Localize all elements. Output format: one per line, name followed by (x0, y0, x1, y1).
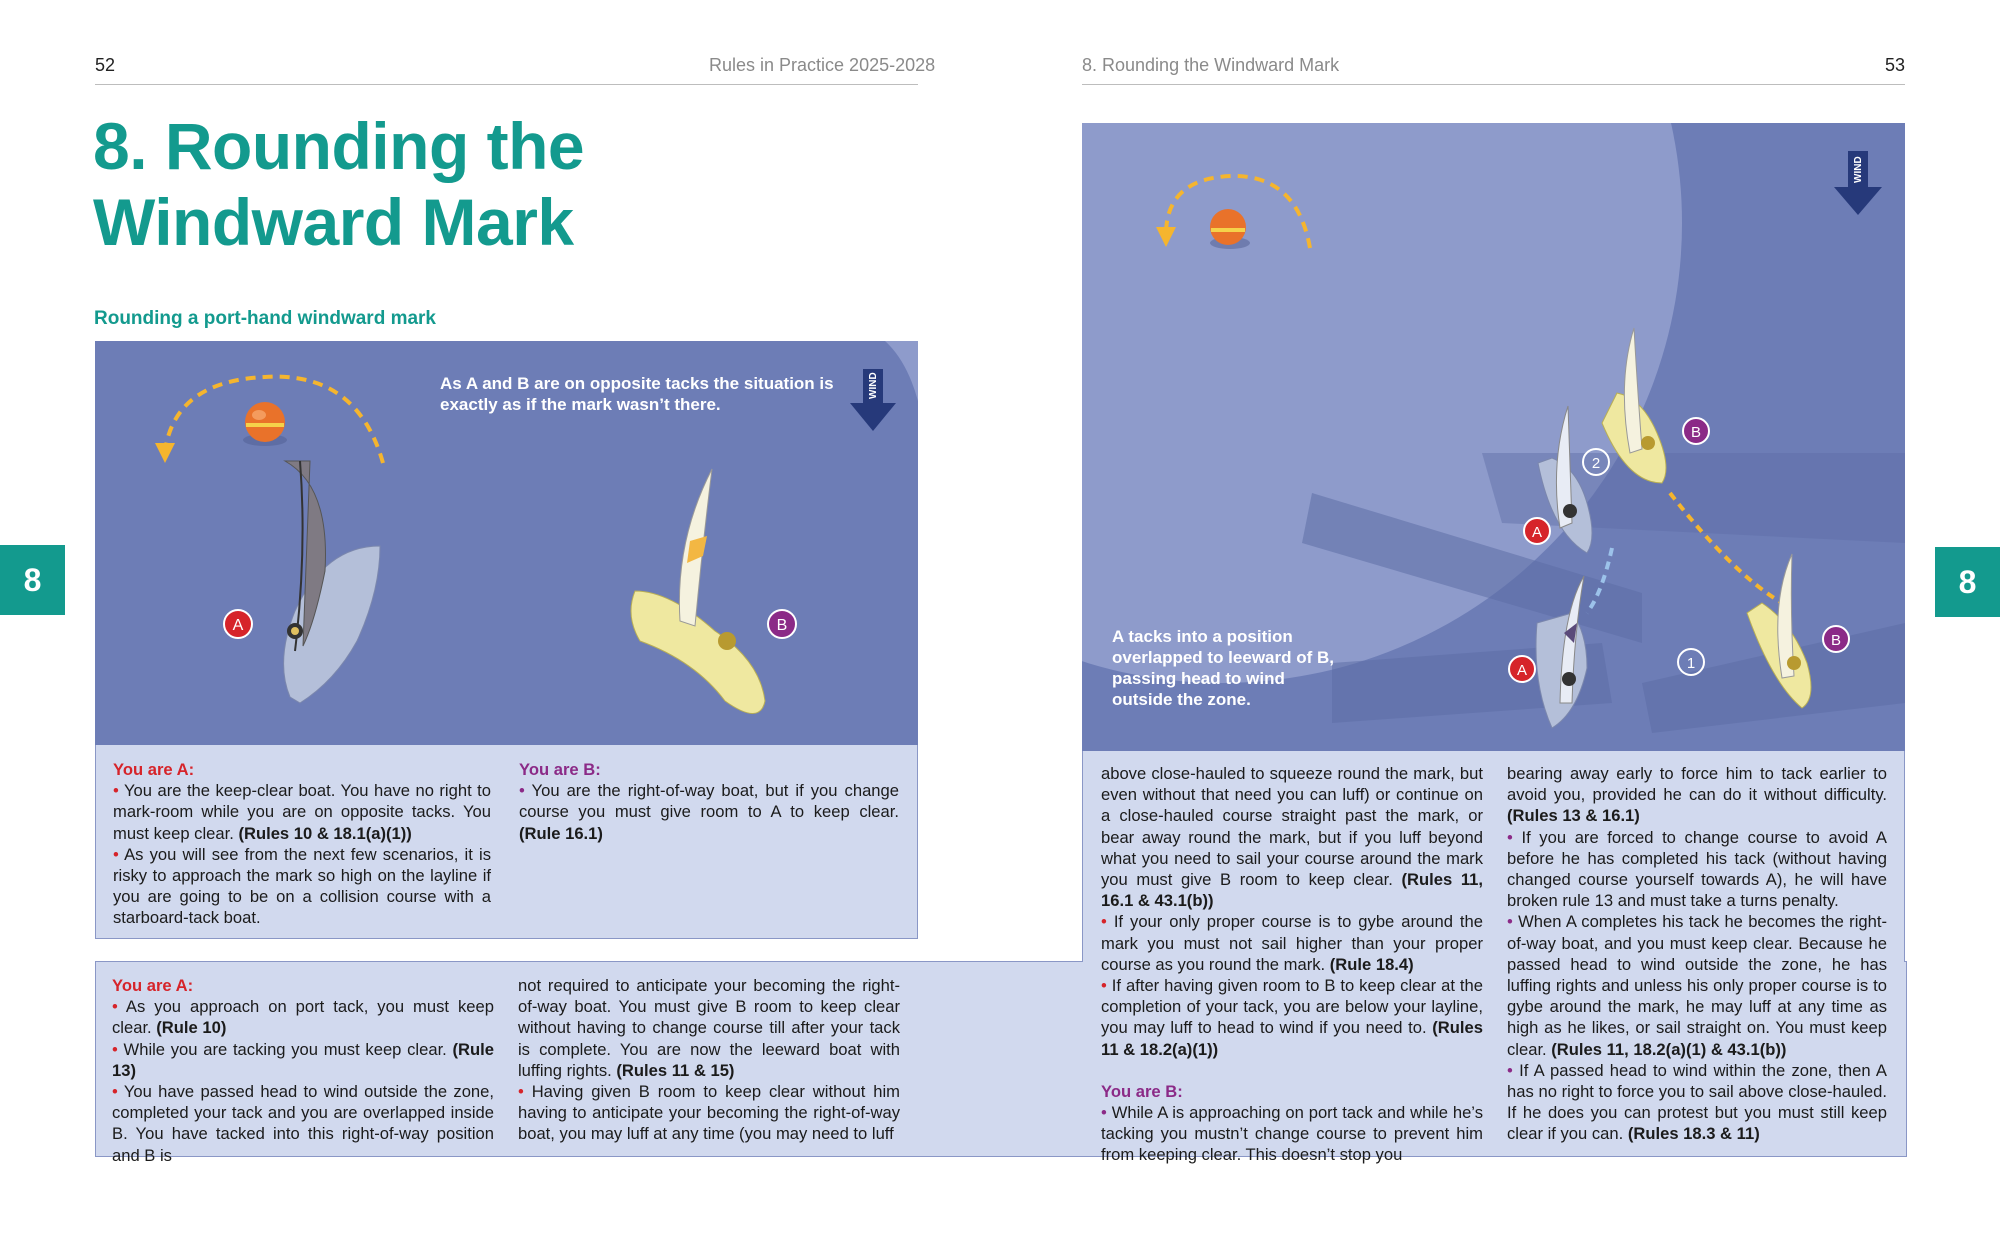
svg-text:2: 2 (1591, 455, 1601, 472)
left-header-rule (95, 84, 918, 85)
box2-column-2: not required to anticipate your becoming the right-of-way boat. You must give B room to keep clear without having to change course till after your tack is complete. You are now the leeward boat with luffing rights. (Rules 11 & 15) • Having given B room to keep clear without him having to anticipate your becoming the right-of-way boat, you may luff at any time (you may need to luff (518, 976, 900, 1144)
title-line-1: 8. Rounding the (93, 109, 585, 183)
box1-column-b: You are B: • You are the right-of-way boat, but if you change course you must give room to A to keep clear. (Rule 16.1) (519, 760, 899, 843)
right-header-rule (1082, 84, 1905, 85)
title-line-2: Windward Mark (93, 185, 574, 259)
svg-text:A: A (232, 617, 244, 634)
boat-b-label (768, 610, 796, 638)
chapter-tab-right: 8 (1935, 547, 2000, 617)
box1-text-panel (95, 745, 918, 939)
boat-b-label (1823, 626, 1849, 652)
rule-ref: (Rules 18.3 & 11) (1627, 1124, 1760, 1144)
section-heading: Rounding a port-hand windward mark (94, 308, 436, 329)
svg-text:A: A (1531, 524, 1543, 541)
svg-text:WIND: WIND (868, 372, 879, 399)
box2-column-1: You are A: • As you approach on port tack, you must keep clear. (Rule 10) • While you are tacking you must keep clear. (Rule 13) • You have passed head to wind outside the zone, completed your tack and you are overlapped inside B. You have tacked into this right-of-way position and B is (112, 976, 494, 1165)
rule-ref: (Rule 18.4) (1329, 954, 1414, 974)
box2-a-bullet1: As you approach on port tack, you must keep clear. (112, 997, 494, 1038)
dinghy-icon (631, 469, 765, 714)
rule-ref: (Rules 11 & 15) (616, 1060, 735, 1080)
box2-column-3: above close-hauled to squeeze round the mark, but even without that need you can luff) or continue on a close-hauled course straight past the mark, or bear away round the mark, but if you luff beyond what you need to sail your course around the mark you must give B room to keep clear. (Rules 11, 16.1 & 43.1(b)) • If your only proper course is to gybe around the mark you must not sail higher than your proper course as you round the mark. (Rule 18.4) • If after having given room to B to keep clear at the completion of your tack, you are below your layline, you may luff to head to wind if you need to. (Rules 11 & 18.2(a)(1)) You are B: • While A is approaching on port tack and while he’s tacking you mustn’t change course to prevent him from keeping clear. This doesn’t stop you (1101, 764, 1483, 1165)
svg-text:B: B (1690, 424, 1702, 441)
box1-column-a: You are A: • You are the keep-clear boat. You have no right to mark-room while you are on opposite tacks. You must keep clear. (Rules 10 & 18.1(a)(1)) • As you will see from the next few scenarios, it is risky to approach the mark so high on the layline if you are going to be on a collision course with a starboard-tack boat. (113, 760, 492, 928)
right-page-number: 53 (1885, 55, 1906, 75)
wind-arrow-icon (1834, 151, 1882, 215)
zone-edge (885, 341, 918, 401)
rule-ref: (Rule 10) (156, 1018, 227, 1038)
box1-a-bullet2: As you will see from the next few scenarios, it is risky to approach the mark so high on the layline if you are going to be on a collision course with a starboard-tack boat. (113, 844, 491, 928)
rounding-path-arrowhead-icon (155, 443, 175, 463)
you-are-b-heading: You are B: (519, 760, 601, 779)
you-are-a-heading: You are A: (113, 760, 195, 779)
rule-ref: (Rule 16.1) (519, 823, 603, 843)
svg-text:B: B (776, 617, 788, 634)
boat-a-label (1524, 518, 1550, 544)
rule-ref: (Rules 10 & 18.1(a)(1)) (238, 823, 412, 843)
diagram-opposite-tacks (95, 341, 918, 745)
position-1-label (1678, 649, 1704, 675)
box2-col4-bullet4: If A passed head to wind within the zone, then A has no right to force you to sail above close-hauled. If he does you can protest but you must still keep clear if you can. (1507, 1060, 1887, 1144)
box2-col3-bullet3: If after having given room to B to keep clear at the completion of your tack, you are below your layline, you may luff to head to wind if you need to. (1101, 976, 1483, 1038)
rule-ref: (Rules 11, 16.1 & 43.1(b)) (1101, 870, 1483, 911)
diagram2-caption: A tacks into a position overlapped to leeward of B, passing head to wind outside the zone. (1112, 627, 1334, 709)
chapter-title (93, 108, 584, 260)
diagram-tack-to-leeward (1082, 123, 1905, 751)
svg-text:B: B (1830, 632, 1842, 649)
box1-b-bullet1: You are the right-of-way boat, but if you change course you must give room to A to keep clear. (519, 781, 899, 822)
boat-a-label (1509, 656, 1535, 682)
box2-col2-bullet: Having given B room to keep clear without him having to anticipate your becoming the right-of-way boat, you may luff at any time (you may need to luff (518, 1082, 900, 1144)
boat-b-label (1683, 418, 1709, 444)
box2-col4-para: bearing away early to force him to tack earlier to avoid you, provided he can do it without difficulty. (1507, 764, 1887, 805)
box1-a-bullet1: You are the keep-clear boat. You have no right to mark-room while you are on opposite tacks. You must keep clear. (113, 781, 492, 843)
you-are-a-heading: You are A: (112, 976, 194, 995)
box2-column-4: bearing away early to force him to tack earlier to avoid you, provided he can do it without difficulty. (Rules 13 & 16.1) • If you are forced to change course to avoid A before he has completed his tack (without having changed course yourself towards A), he will have broken rule 13 and must take a turns penalty. • When A completes his tack he becomes the right-of-way boat, and you must keep clear. Because he passed head to wind outside the zone, he has luffing rights and unless his only proper course is to gybe around the mark, he may luff at any time as high as he likes, or sail straight on. You must keep clear. (Rules 11, 18.2(a)(1) & 43.1(b)) • If A passed head to wind within the zone, then A has no right to force you to sail above close-hauled. If he does you can protest but you must still keep clear if you can. (Rules 18.3 & 11) (1507, 764, 1887, 1144)
svg-text:A: A (1516, 662, 1528, 679)
svg-text:WIND: WIND (1853, 156, 1864, 183)
dinghy-icon (284, 461, 380, 703)
box2-a-bullet3: You have passed head to wind outside the zone, completed your tack and you are overlapped inside B. You have tacked into this right-of-way position and B is (112, 1082, 494, 1165)
box2-col2-para: not required to anticipate your becoming the right-of-way boat. You must give B room to keep clear without having to change course till after your tack is complete. You are now the leeward boat with luffing rights. (518, 976, 900, 1080)
box2-a-bullet2: While you are tacking you must keep clear. (123, 1039, 453, 1059)
chapter-tab-left: 8 (0, 545, 65, 615)
rule-ref: (Rules 13 & 16.1) (1507, 806, 1640, 826)
box2-col3-bullet2: If your only proper course is to gybe around the mark you must not sail higher than your proper course as you round the mark. (1101, 912, 1483, 974)
box2-col4-bullet2: If you are forced to change course to avoid A before he has completed his tack (without having changed course yourself towards A), he will have broken rule 13 and must take a turns penalty. (1507, 827, 1887, 911)
right-running-head: 8. Rounding the Windward Mark (1082, 55, 1340, 75)
boat-a-label (224, 610, 252, 638)
mark-buoy-icon (243, 402, 287, 446)
rule-ref: (Rules 11, 18.2(a)(1) & 43.1(b)) (1551, 1039, 1787, 1059)
left-page-number: 52 (95, 55, 116, 75)
svg-text:1: 1 (1686, 655, 1696, 672)
you-are-b-heading: You are B: (1101, 1081, 1183, 1101)
diagram1-caption: As A and B are on opposite tacks the situation is exactly as if the mark wasn’t there. (440, 374, 834, 414)
rule-ref: (Rules 11 & 18.2(a)(1)) (1101, 1018, 1483, 1059)
box2-col4-bullet3: When A completes his tack he becomes the right-of-way boat, and you must keep clear. Because he passed head to wind outside the zone, he has luffing rights and unless his only proper course is to gybe around the mark, he may luff at any time as high as he likes, or sail straight on. You must keep clear. (1507, 912, 1887, 1059)
box2-col3-bullet4: While A is approaching on port tack and while he’s tacking you mustn’t change course to prevent him from keeping clear. This doesn’t stop you (1101, 1103, 1483, 1165)
left-running-head: Rules in Practice 2025-2028 (709, 55, 936, 75)
box2-col3-para: above close-hauled to squeeze round the mark, but even without that need you can luff) or continue on a close-hauled course straight past the mark, or bear away round the mark, but if you luff beyond what you need to sail your course around the mark you must give B room to keep clear. (1101, 764, 1483, 890)
rule-ref: (Rule 13) (112, 1039, 494, 1080)
